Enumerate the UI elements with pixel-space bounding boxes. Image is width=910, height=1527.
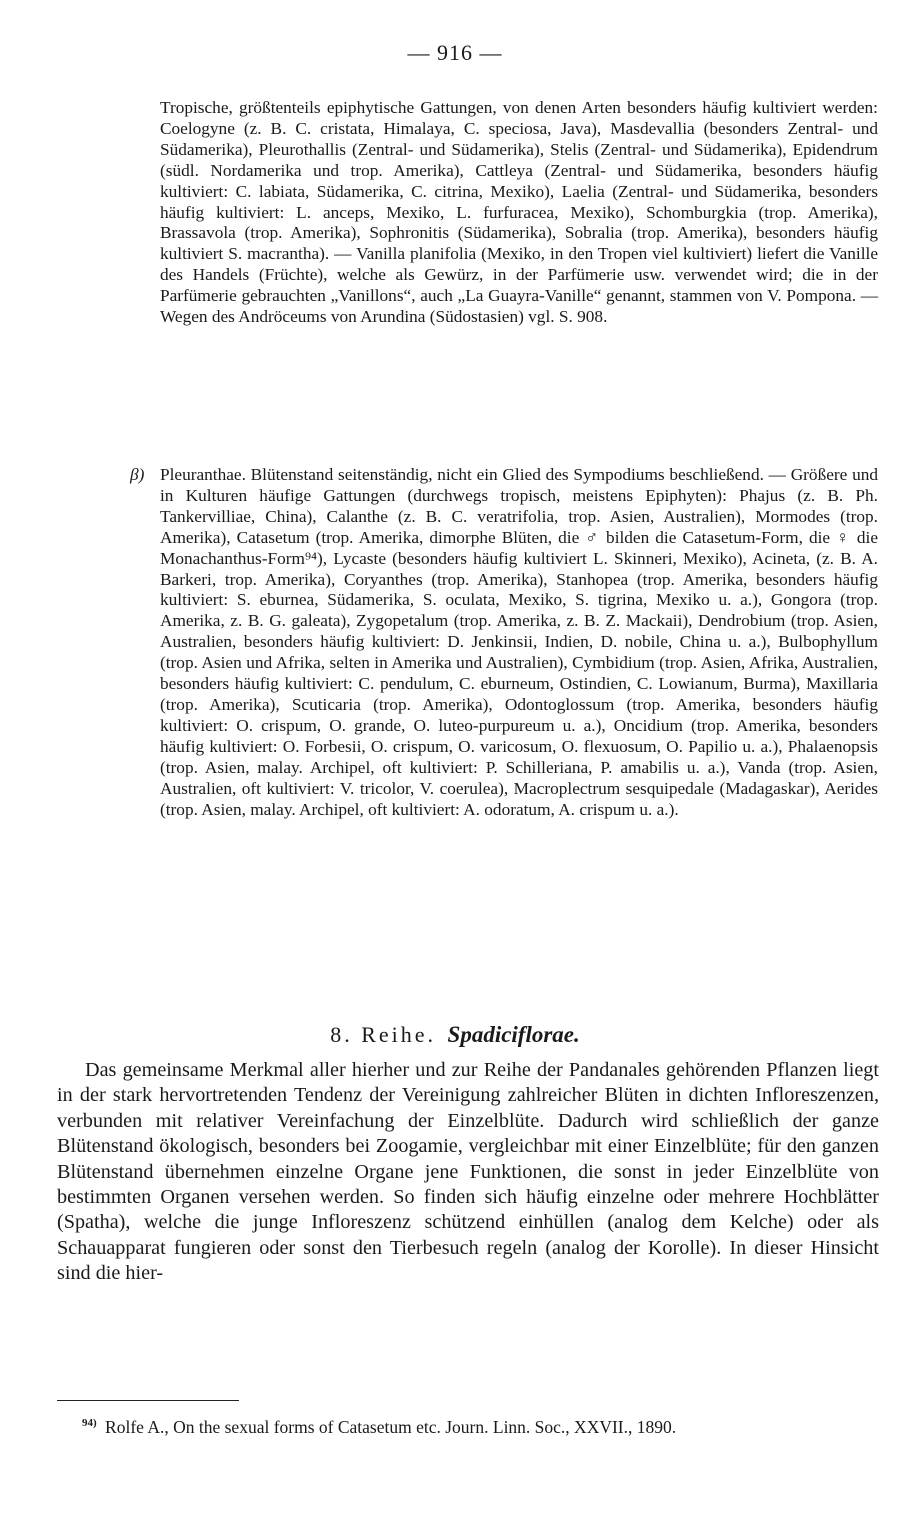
footnote-mark: 94) bbox=[82, 1417, 97, 1429]
section-ordinal: 8. Reihe. bbox=[330, 1022, 437, 1047]
subgroup-marker: β) bbox=[130, 465, 145, 484]
section-heading bbox=[0, 1022, 910, 1048]
paragraph-epidendreae-genera: Tropische, größtenteils epiphytische Gattungen, von denen Arten besonders häufig kultiviert werden: Coelogyne (z. B. C. cristata, Himalaya, C. speciosa, Java), Masdevallia (besonders Zentral- und Südamerika), Pleurothallis (Zentral- und Südamerika), Stelis (Zentral- und Südamerika), Epidendrum (südl. Nordamerika und trop. Amerika), Cattleya (Zentral- und Südamerika, besonders häufig kultiviert: C. labiata, Südamerika, C. citrina, Mexiko), Laelia (Zentral- und Südamerika, besonders häufig kultiviert: L. anceps, Mexiko, L. furfuracea, Mexiko), Schomburgkia (trop. Amerika), Brassavola (trop. Amerika), Sophronitis (Südamerika), Sobralia (trop. Amerika), besonders häufig kultiviert S. macrantha). — Vanilla planifolia (Mexiko, in den Tropen viel kultiviert) liefert die Vanille des Handels (Früchte), welche als Gewürz, in der Parfümerie usw. verwendet wird; die in der Parfümerie gebrauchten „Vanillons“, auch „La Guayra-Vanille“ genannt, stammen von V. Pompona. — Wegen des Andröceums von Arundina (Südostasien) vgl. S. 908. bbox=[160, 98, 878, 327]
footnote-text: Rolfe A., On the sexual forms of Catasetum etc. Journ. Linn. Soc., XXVII., 1890. bbox=[105, 1416, 677, 1437]
page-number: — 916 — bbox=[407, 40, 503, 65]
footnote bbox=[82, 1412, 882, 1438]
paragraph-pleuranthae: Pleuranthae. Blütenstand seitenständig, nicht ein Glied des Sympodiums beschließend. — Größere und in Kulturen häufige Gattungen (durchwegs tropisch, meistens Epiphyten): Phajus (z. B. Ph. Tankervilliae, China), Calanthe (z. B. C. veratrifolia, trop. Asien, Australien), Mormodes (trop. Amerika), Catasetum (trop. Amerika, dimorphe Blüten, die ♂ bilden die Catasetum-Form, die ♀ die Monachanthus-Form⁹⁴), Lycaste (besonders häufig kultiviert L. Skinneri, Mexiko), Acineta, (z. B. A. Barkeri, trop. Amerika), Coryanthes (trop. Amerika), Stanhopea (trop. Amerika, besonders häufig kultiviert: S. eburnea, Südamerika, S. oculata, Mexiko, S. tigrina, Mexiko u. a.), Gongora (trop. Amerika, z. B. G. galeata), Zygopetalum (trop. Amerika, z. B. Z. Mackaii), Dendrobium (trop. Asien, Australien, besonders häufig kultiviert: D. Jenkinsii, Indien, D. nobile, China u. a.), Bulbophyllum (trop. Asien und Afrika, selten in Amerika und Australien), Cymbidium (trop. Asien, Afrika, Australien, besonders häufig kultiviert: C. pendulum, C. eburneum, Ostindien, C. Lowianum, Burma), Maxillaria (trop. Amerika), Scuticaria (trop. Amerika), Odontoglossum (trop. Amerika, besonders häufig kultiviert: O. crispum, O. grande, O. luteo-purpureum u. a.), Oncidium (trop. Amerika, besonders häufig kultiviert: O. Forbesii, O. crispum, O. varicosum, O. flexuosum, O. Papilio u. a.), Phalaenopsis (trop. Asien, malay. Archipel, oft kultiviert: P. Schilleriana, P. amabilis u. a.), Vanda (trop. Asien, Australien, oft kultiviert: V. tricolor, V. coerulea), Macroplectrum sesquipedale (Madagaskar), Aerides (trop. Asien, malay. Archipel, oft kultiviert: A. odoratum, A. crispum u. a.). bbox=[160, 465, 878, 819]
section-title: Spadiciflorae. bbox=[447, 1022, 580, 1047]
paragraph-spadiciflorae: Das gemeinsame Merkmal aller hierher und zur Reihe der Pandanales gehörenden Pflanzen liegt in der stark hervortretenden Tendenz der Vereinigung zahlreicher Blüten in dichten Infloreszenzen, verbunden mit relativer Vereinfachung der Einzelblüte. Dadurch wird schließlich der ganze Blütenstand ökologisch, besonders bei Zoogamie, vergleichbar mit einer Einzelblüte; für den ganzen Blütenstand übernehmen einzelne Organe jene Funktionen, die sonst in jeder Einzelblüte von bestimmten Organen versehen werden. So finden sich häufig einzelne oder mehrere Hochblätter (Spatha), welche die junge Infloreszenz schützend einhüllen (analog dem Kelche) oder als Schauapparat fungieren oder sonst den Tierbesuch regeln (analog der Korolle). In dieser Hinsicht sind die hier- bbox=[57, 1059, 879, 1285]
footnote-divider bbox=[57, 1400, 239, 1401]
